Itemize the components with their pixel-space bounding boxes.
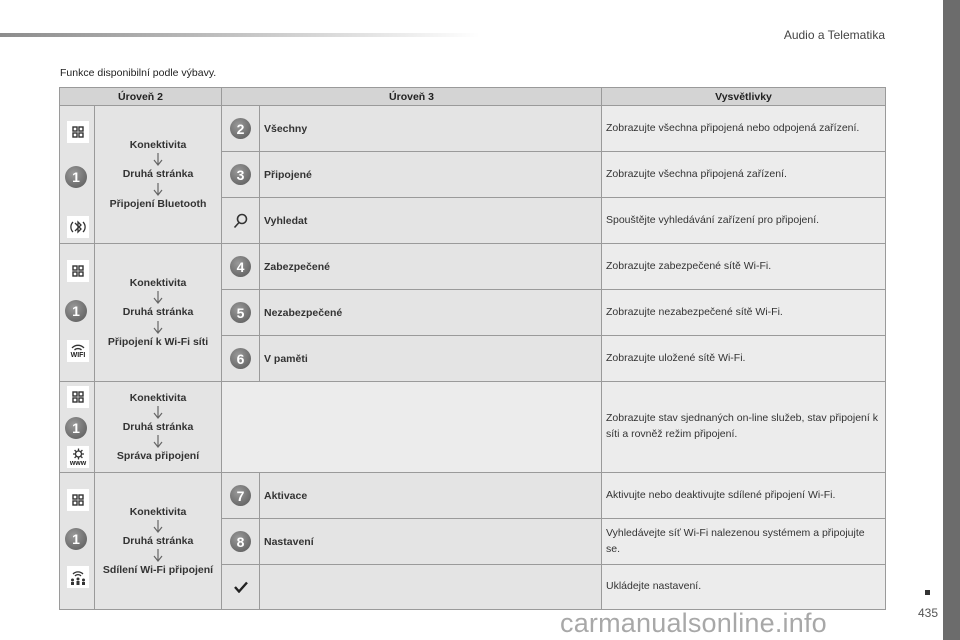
- level3-label: Připojené: [260, 152, 602, 198]
- description: Vyhledávejte síť Wi-Fi nalezenou systémem a připojujte se.: [602, 519, 886, 565]
- number-cell: [222, 106, 260, 152]
- www-gear-icon: [67, 446, 89, 468]
- page-number: 435: [917, 606, 938, 620]
- description: Zobrazujte všechna připojená nebo odpojená zařízení.: [602, 106, 886, 152]
- watermark: carmanualsonline.info: [560, 608, 827, 638]
- group-icons: [60, 473, 95, 610]
- level2-step: Sdílení Wi-Fi připojení: [102, 564, 214, 577]
- level2-cell: [95, 382, 222, 473]
- header-level2: Úroveň 2: [60, 88, 222, 106]
- group-icons: [60, 382, 95, 473]
- step-number: 2: [230, 118, 251, 139]
- down-arrow-icon: [152, 520, 164, 533]
- level2-step: Druhá stránka: [122, 306, 194, 319]
- page-marker-dot: [925, 590, 930, 595]
- www-label: www: [69, 459, 87, 467]
- level3-label: [260, 382, 602, 473]
- wifi-label: WIFI: [70, 351, 86, 359]
- table-row: [60, 106, 886, 152]
- icon-cell: [222, 565, 260, 610]
- down-arrow-icon: [152, 291, 164, 304]
- description: Zobrazujte stav sjednaných on-line služeb, stav připojení k síti a rovněž režim připojení.: [602, 382, 886, 473]
- description: Aktivujte nebo deaktivujte sdílené připojení Wi-Fi.: [602, 473, 886, 519]
- description: Zobrazujte zabezpečené sítě Wi-Fi.: [602, 244, 886, 290]
- level2-step: Druhá stránka: [122, 420, 194, 433]
- empty-cell: [222, 382, 260, 473]
- header-level3: Úroveň 3: [222, 88, 602, 106]
- group-icons: [60, 244, 95, 382]
- level3-label: [260, 565, 602, 610]
- level2-cell: [95, 473, 222, 610]
- side-strip: [943, 0, 960, 640]
- description: Zobrazujte všechna připojená zařízení.: [602, 152, 886, 198]
- number-cell: [222, 519, 260, 565]
- level3-label: Všechny: [260, 106, 602, 152]
- down-arrow-icon: [152, 549, 164, 562]
- bluetooth-icon: [67, 216, 89, 238]
- down-arrow-icon: [152, 406, 164, 419]
- level2-step: Konektivita: [129, 277, 187, 290]
- grid-menu-icon: [67, 121, 89, 143]
- level2-step: Konektivita: [129, 391, 187, 404]
- step-number: 3: [230, 164, 251, 185]
- level2-step: Konektivita: [129, 139, 187, 152]
- table-header-row: [60, 88, 886, 106]
- menu-table: [59, 87, 886, 610]
- step-number: 6: [230, 348, 251, 369]
- down-arrow-icon: [152, 435, 164, 448]
- intro-note: Funkce disponibilní podle výbavy.: [60, 67, 217, 79]
- level3-label: Aktivace: [260, 473, 602, 519]
- level3-label: Nastavení: [260, 519, 602, 565]
- step-number-marker: 1: [65, 166, 87, 188]
- wifi-icon: [67, 340, 89, 362]
- section-title: Audio a Telematika: [783, 28, 885, 42]
- down-arrow-icon: [152, 153, 164, 166]
- header-decor-bar: [0, 33, 480, 37]
- description: Ukládejte nastavení.: [602, 565, 886, 610]
- description: Zobrazujte uložené sítě Wi-Fi.: [602, 336, 886, 382]
- wifi-sharing-icon: [67, 566, 89, 588]
- number-cell: [222, 244, 260, 290]
- search-icon: [230, 210, 252, 232]
- description: Spouštějte vyhledávání zařízení pro připojení.: [602, 198, 886, 244]
- table-row: [60, 473, 886, 519]
- level2-step: Druhá stránka: [122, 168, 194, 181]
- step-number: 8: [230, 531, 251, 552]
- level3-label: Vyhledat: [260, 198, 602, 244]
- number-cell: [222, 473, 260, 519]
- step-number: 4: [230, 256, 251, 277]
- down-arrow-icon: [152, 183, 164, 196]
- step-number-marker: 1: [65, 417, 87, 439]
- step-number: 5: [230, 302, 251, 323]
- level2-step: Připojení Bluetooth: [109, 197, 207, 210]
- step-number: 7: [230, 485, 251, 506]
- level3-label: V paměti: [260, 336, 602, 382]
- number-cell: [222, 336, 260, 382]
- down-arrow-icon: [152, 321, 164, 334]
- level2-cell: [95, 244, 222, 382]
- number-cell: [222, 290, 260, 336]
- grid-menu-icon: [67, 489, 89, 511]
- group-icons: [60, 106, 95, 244]
- table-row: [60, 244, 886, 290]
- level2-step: Připojení k Wi-Fi síti: [107, 335, 209, 348]
- header-explanations: Vysvětlivky: [602, 88, 886, 106]
- level3-label: Nezabezpečené: [260, 290, 602, 336]
- number-cell: [222, 152, 260, 198]
- level2-step: Druhá stránka: [122, 534, 194, 547]
- level3-label: Zabezpečené: [260, 244, 602, 290]
- description: Zobrazujte nezabezpečené sítě Wi-Fi.: [602, 290, 886, 336]
- grid-menu-icon: [67, 260, 89, 282]
- grid-menu-icon: [67, 386, 89, 408]
- level2-cell: [95, 106, 222, 244]
- level2-step: Konektivita: [129, 505, 187, 518]
- step-number-marker: 1: [65, 528, 87, 550]
- icon-cell: [222, 198, 260, 244]
- level2-step: Správa připojení: [116, 450, 200, 463]
- table-row: [60, 382, 886, 473]
- checkmark-icon: [230, 576, 252, 598]
- step-number-marker: 1: [65, 300, 87, 322]
